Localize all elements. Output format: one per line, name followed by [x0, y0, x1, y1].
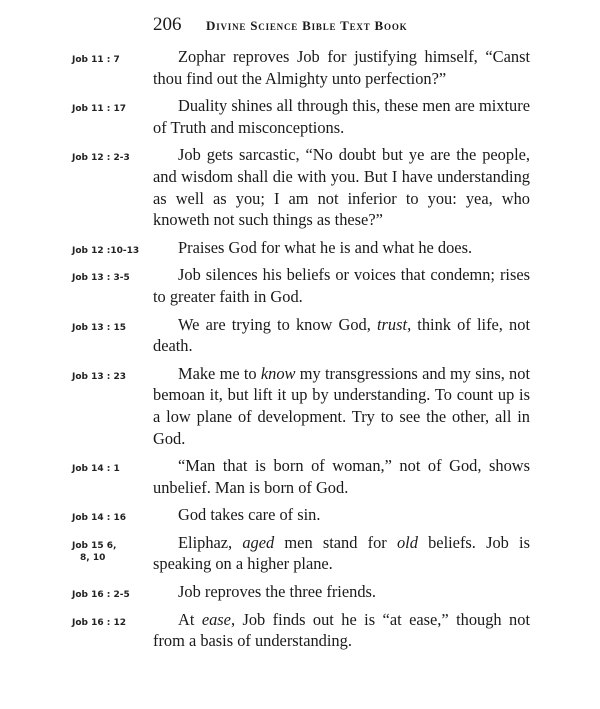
verse-reference — [72, 540, 152, 564]
text-run: God takes care of sin. — [178, 505, 321, 525]
commentary-text — [153, 609, 530, 652]
verse-reference-line: Job 12 :10-13 — [72, 245, 140, 256]
commentary-text — [153, 46, 530, 89]
commentary-text — [153, 237, 530, 259]
verse-reference-line: Job 14 : 1 — [72, 464, 120, 475]
verse-reference-line: Job 16 : 2-5 — [72, 590, 130, 601]
verse-reference — [72, 245, 152, 257]
emphasized-text: know — [260, 363, 296, 383]
text-run: men stand for — [274, 532, 397, 552]
verse-reference-line: Job 13 : 15 — [72, 322, 127, 333]
text-run: Praises God for what he is and what he does. — [178, 237, 473, 257]
verse-reference — [72, 272, 152, 284]
entry — [0, 609, 600, 652]
text-run: We are trying to know God, — [178, 314, 377, 334]
commentary-text — [153, 504, 530, 526]
entry — [0, 455, 600, 498]
text-run: , think of life, not death. — [153, 314, 530, 356]
verse-reference-line: Job 16 : 12 — [72, 617, 127, 628]
emphasized-text: trust — [377, 314, 408, 334]
page-header — [0, 14, 600, 38]
entry — [0, 532, 600, 575]
commentary-text — [153, 363, 530, 449]
verse-reference-line: 8, 10 — [80, 552, 106, 563]
verse-reference — [72, 589, 152, 601]
entry-list — [0, 46, 600, 658]
verse-reference-line: Job 13 : 3-5 — [72, 273, 130, 284]
entry — [0, 144, 600, 230]
commentary-text — [153, 455, 530, 498]
running-title: Divine Science Bible Text Book — [206, 18, 408, 33]
entry — [0, 95, 600, 138]
verse-reference-line: Job 11 : 17 — [72, 104, 127, 115]
text-run: Eliphaz, — [178, 532, 243, 552]
entry — [0, 363, 600, 449]
verse-reference — [72, 54, 152, 66]
verse-reference-line: Job 13 : 23 — [72, 371, 127, 382]
emphasized-text: ease — [201, 609, 231, 629]
verse-reference-line: Job 11 : 7 — [72, 55, 120, 65]
entry — [0, 264, 600, 307]
entry — [0, 46, 600, 89]
commentary-text — [153, 314, 530, 357]
verse-reference-line: Job 15 6, — [72, 540, 117, 551]
verse-reference — [72, 152, 152, 164]
commentary-text — [153, 581, 530, 603]
verse-reference — [72, 617, 152, 629]
verse-reference-line: Job 12 : 2-3 — [72, 153, 130, 164]
text-run: Zophar reproves Job for justifying himself, “Canst thou find out the Almighty unto perfection?” — [153, 47, 530, 88]
verse-reference — [72, 371, 152, 383]
text-run: At — [178, 609, 202, 629]
entry — [0, 581, 600, 603]
text-run: my transgressions and my sins, not bemoan it, but lift it up by understanding. To count up is a low plane of development. Try to see the other, all in God. — [153, 363, 531, 448]
text-run: beliefs. Job is speaking on a higher plane. — [153, 532, 530, 574]
text-run: Job silences his beliefs or voices that condemn; rises to greater faith in God. — [153, 265, 530, 306]
commentary-text — [153, 95, 530, 138]
text-run: Job gets sarcastic, “No doubt but ye are the people, and wisdom shall die with you. But I have understanding as well as you; I am not inferior to you: yea, who knoweth not such things as these?” — [153, 145, 530, 230]
text-run: Make me to — [178, 363, 261, 383]
commentary-text — [153, 144, 530, 230]
verse-reference-line: Job 14 : 16 — [72, 513, 127, 524]
text-run: “Man that is born of woman,” not of God, shows unbelief. Man is born of God. — [153, 456, 530, 497]
entry — [0, 504, 600, 526]
text-run: , Job finds out he is “at ease,” though not from a basis of understanding. — [153, 609, 530, 651]
emphasized-text: aged — [242, 532, 275, 552]
commentary-text — [153, 264, 530, 307]
emphasized-text: old — [396, 532, 418, 552]
verse-reference — [72, 512, 152, 524]
verse-reference — [72, 463, 152, 475]
commentary-text — [153, 532, 530, 575]
text-run: Duality shines all through this, these men are mixture of Truth and misconceptions. — [153, 96, 530, 137]
verse-reference — [72, 103, 152, 115]
text-run: Job reproves the three friends. — [178, 582, 376, 602]
page-number: 206 — [153, 14, 182, 35]
entry — [0, 314, 600, 357]
verse-reference — [72, 322, 152, 334]
entry — [0, 237, 600, 259]
